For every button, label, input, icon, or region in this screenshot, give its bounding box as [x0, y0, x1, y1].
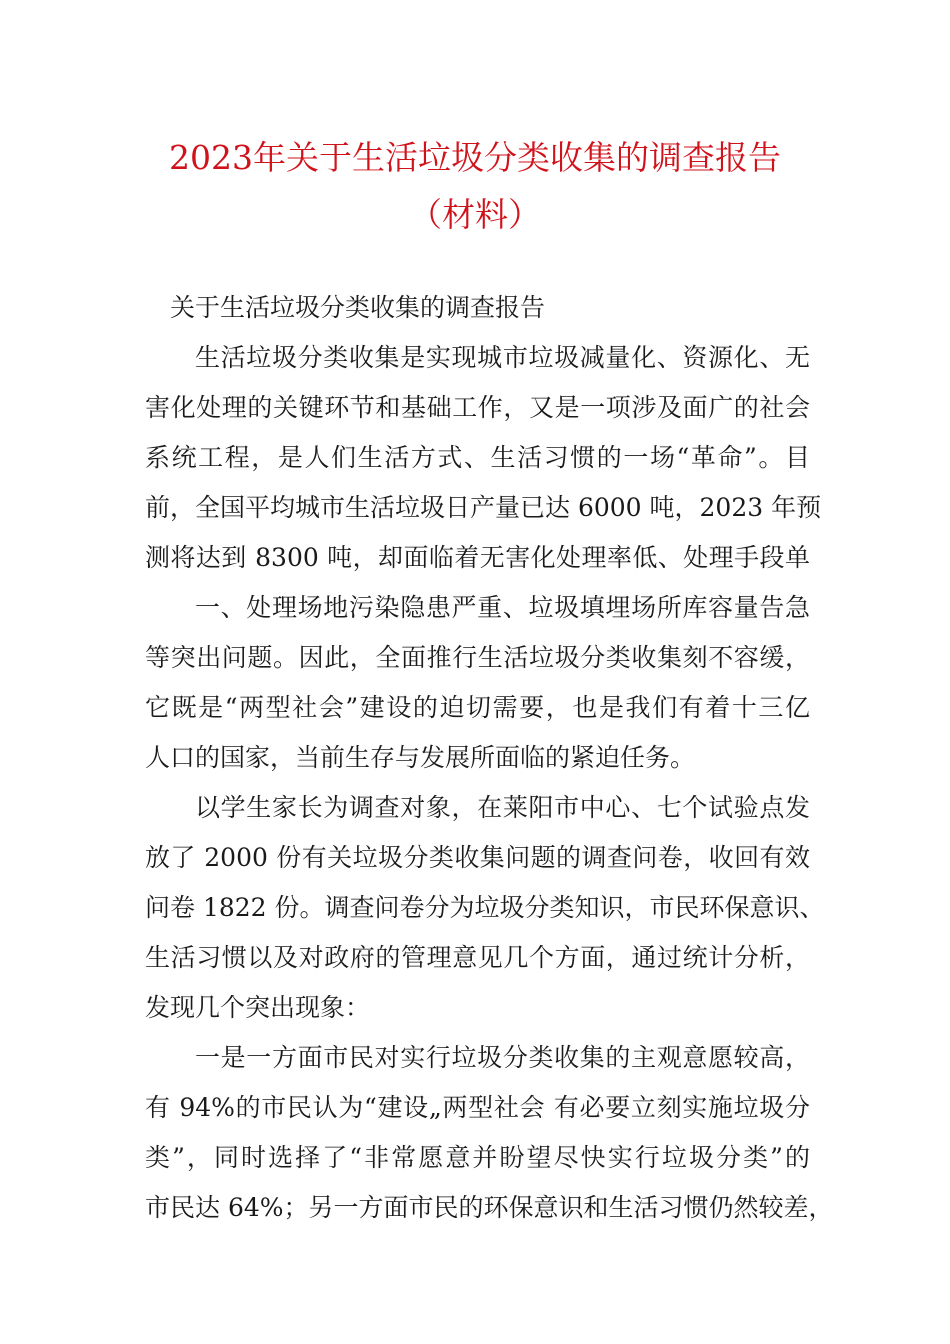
paragraph-line: 等突出问题。因此，全面推行生活垃圾分类收集刻不容缓，	[145, 643, 810, 672]
paragraph-line: 以学生家长为调查对象，在莱阳市中心、七个试验点发	[195, 793, 810, 822]
paragraph-line: 前，全国平均城市生活垃圾日产量已达 6000 吨，2023 年预	[145, 493, 822, 522]
paragraph-line: 生活习惯以及对政府的管理意见几个方面，通过统计分析，	[145, 943, 810, 972]
paragraph-line: 系统工程，是人们生活方式、生活习惯的一场“革命”。目	[145, 443, 810, 472]
paragraph-line: 一、处理场地污染隐患严重、垃圾填埋场所库容量告急	[195, 593, 810, 622]
paragraph-line: 发现几个突出现象：	[145, 993, 371, 1022]
paragraph-line: 放了 2000 份有关垃圾分类收集问题的调查问卷，收回有效	[145, 843, 810, 872]
paragraph-line: 生活垃圾分类收集是实现城市垃圾减量化、资源化、无	[195, 343, 810, 372]
paragraph-line: 测将达到 8300 吨，却面临着无害化处理率低、处理手段单	[145, 543, 810, 572]
paragraph-line: 害化处理的关键环节和基础工作，又是一项涉及面广的社会	[145, 393, 810, 422]
document-title-suffix: （材料）	[409, 195, 541, 234]
paragraph-line: 问卷 1822 份。调查问卷分为垃圾分类知识，市民环保意识、	[145, 893, 825, 922]
paragraph-line: 它既是“两型社会”建设的迫切需要，也是我们有着十三亿	[145, 693, 810, 722]
document-title: 2023年关于生活垃圾分类收集的调查报告	[169, 138, 781, 177]
section-subheading: 关于生活垃圾分类收集的调查报告	[170, 293, 546, 322]
paragraph-line: 市民达 64%；另一方面市民的环保意识和生活习惯仍然较差，	[145, 1193, 834, 1222]
paragraph-line: 类”，同时选择了“非常愿意并盼望尽快实行垃圾分类”的	[145, 1143, 810, 1172]
paragraph-line: 一是一方面市民对实行垃圾分类收集的主观意愿较高，	[195, 1043, 810, 1072]
paragraph-line: 有 94%的市民认为“建设„两型社会 有必要立刻实施垃圾分	[145, 1093, 810, 1122]
paragraph-line: 人口的国家，当前生存与发展所面临的紧迫任务。	[145, 743, 696, 772]
